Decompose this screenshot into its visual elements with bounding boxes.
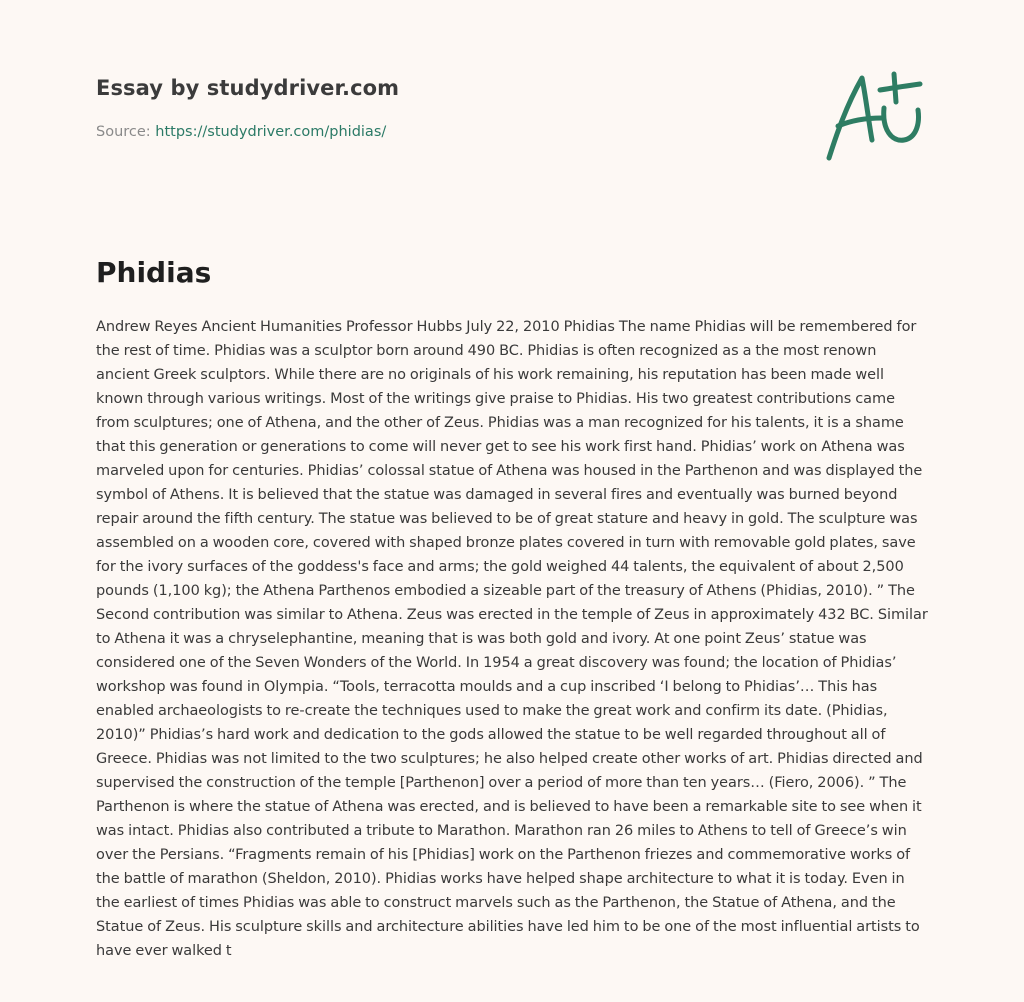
a-plus-logo-icon bbox=[822, 68, 926, 164]
essay-title: Phidias bbox=[96, 256, 212, 289]
a-plus-logo bbox=[822, 68, 926, 164]
source-line bbox=[96, 124, 386, 140]
essay-body: Andrew Reyes Ancient Humanities Professor Hubbs July 22, 2010 Phidias The name Phidias will be remembered for the rest of time. Phidias was a sculptor born around 490 BC. Phidias is often recognized as a the most renown ancient Greek sculptors. While there are no originals of his work remaining, his reputation has been made well known through various writings. Most of the writings give praise to Phidias. His two greatest contributions came from sculptures; one of Athena, and the other of Zeus. Phidias was a man recognized for his talents, it is a shame that this generation or generations to come will never get to see his work first hand. Phidias’ work on Athena was marveled upon for centuries. Phidias’ colossal statue of Athena was housed in the Parthenon and was displayed the symbol of Athens. It is believed that the statue was damaged in several fires and eventually was burned beyond repair around the fifth century. The statue was believed to be of great stature and heavy in gold. The sculpture was assembled on a wooden core, covered with shaped bronze plates covered in turn with removable gold plates, save for the ivory surfaces of the goddess's face and arms; the gold weighed 44 talents, the equivalent of about 2,500 pounds (1,100 kg); the Athena Parthenos embodied a sizeable part of the treasury of Athens (Phidias, 2010). ” The Second contribution was similar to Athena. Zeus was erected in the temple of Zeus in approximately 432 BC. Similar to Athena it was a chryselephantine, meaning that is was both gold and ivory. At one point Zeus’ statue was considered one of the Seven Wonders of the World. In 1954 a great discovery was found; the location of Phidias’ workshop was found in Olympia. “Tools, terracotta moulds and a cup inscribed ‘I belong to Phidias’… This has enabled archaeologists to re-create the techniques used to make the great work and confirm its date. (Phidias, 2010)” Phidias’s hard work and dedication to the gods allowed the statue to be well regarded throughout all of Greece. Phidias was not limited to the two sculptures; he also helped create other works of art. Phidias directed and supervised the construction of the temple [Parthenon] over a period of more than ten years… (Fiero, 2006). ” The Parthenon is where the statue of Athena was erected, and is believed to have been a remarkable site to see when it was intact. Phidias also contributed a tribute to Marathon. Marathon ran 26 miles to Athens to tell of Greece’s win over the Persians. “Fragments remain of his [Phidias] work on the Parthenon friezes and commemorative works of the battle of marathon (Sheldon, 2010). Phidias works have helped shape architecture to what it is today. Even in the earliest of times Phidias was able to construct marvels such as the Parthenon, the Statue of Athena, and the Statue of Zeus. His sculpture skills and architecture abilities have led him to be one of the most influential artists to have ever walked t bbox=[96, 319, 928, 959]
source-link[interactable]: https://studydriver.com/phidias/ bbox=[155, 124, 387, 140]
site-title: Essay by studydriver.com bbox=[96, 76, 400, 100]
source-label: Source: bbox=[96, 124, 151, 140]
